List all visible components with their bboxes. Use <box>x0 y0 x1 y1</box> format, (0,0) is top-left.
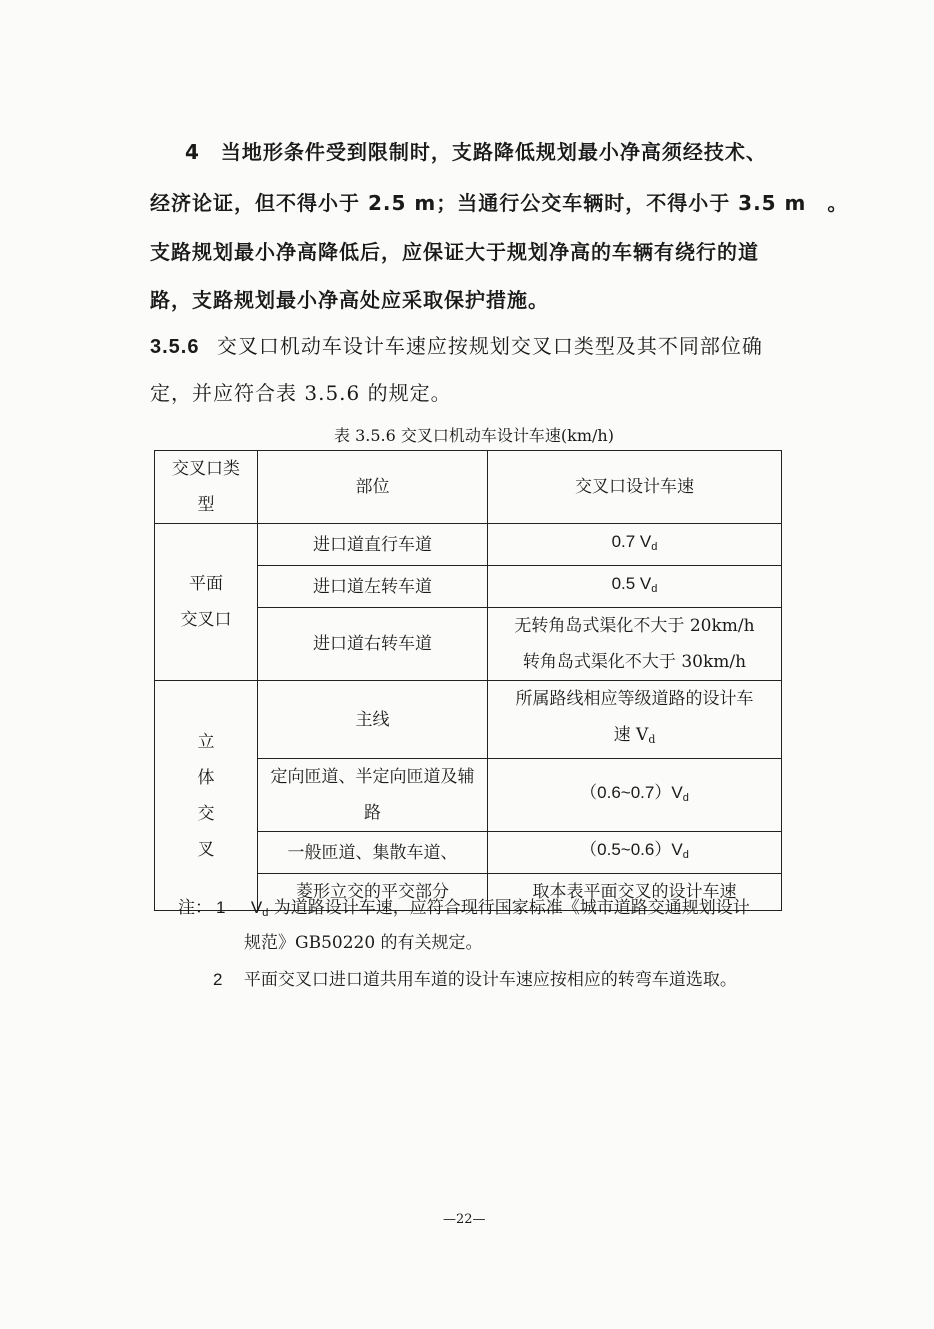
table-cell: $(0.5\sim 0.6)V_d$ <box>488 832 782 874</box>
table-cell: 一般匝道、集散车道、 <box>258 832 488 874</box>
table-caption: 表 3.5.6 交叉口机动车设计车速(km/h) <box>334 426 614 445</box>
table-cell: 进口道直行车道 <box>258 524 488 566</box>
clause-3-5-6-line-2: 定，并应符合表 3.5.6 的规定。 <box>150 381 452 405</box>
table-row <box>155 524 782 566</box>
clause-4-line-2: 经济论证，但不得小于 2.5 m；当通行公交车辆时，不得小于 3.5 m 。 <box>150 191 849 215</box>
note-1-number: 1 <box>216 898 226 917</box>
page-number: —22— <box>443 1212 486 1227</box>
note-1-line-1: 注： 1 $V_d$ 为道路设计车速，应符合现行国家标准《城市道路交通规划设计 <box>178 898 750 919</box>
group-at-grade-intersection: 平面 交叉口 <box>155 524 258 681</box>
note-prefix: 注： <box>178 898 212 918</box>
header-intersection-type: 交叉口类 型 <box>155 451 258 524</box>
table-cell: 0.5 $V_d$ <box>488 566 782 608</box>
note-2-number: 2 <box>213 970 223 989</box>
clause-3-5-6-text: 交叉口机动车设计车速应按规划交叉口类型及其不同部位确 <box>216 334 763 358</box>
group-interchange: 立 体 交 叉 <box>155 681 258 911</box>
table-cell: 0.7 $V_d$ <box>488 524 782 566</box>
clause-3-5-6-line-1 <box>150 330 763 359</box>
clause-4-line-1: 4 当地形条件受到限制时，支路降低规划最小净高须经技术、 <box>185 140 767 164</box>
note-1-line-2: 规范》GB50220 的有关规定。 <box>244 933 483 953</box>
header-design-speed: 交叉口设计车速 <box>488 451 782 524</box>
table-row <box>155 681 782 759</box>
clause-4-line-3: 支路规划最小净高降低后，应保证大于规划净高的车辆有绕行的道 <box>150 240 759 264</box>
table-cell: 无转角岛式渠化不大于 20km/h 转角岛式渠化不大于 30km/h <box>488 608 782 681</box>
table-cell: 进口道右转车道 <box>258 608 488 681</box>
note-2: 2 平面交叉口进口道共用车道的设计车速应按相应的转弯车道选取。 <box>213 970 737 990</box>
design-speed-table <box>154 450 782 911</box>
table-cell: $(0.6\sim 0.7)V_d$ <box>488 759 782 832</box>
clause-4-line-4: 路，支路规划最小净高处应采取保护措施。 <box>150 288 549 312</box>
header-location: 部位 <box>258 451 488 524</box>
table-cell: 所属路线相应等级道路的设计车 速 $V_d$ <box>488 681 782 759</box>
table-header-row <box>155 451 782 524</box>
table-cell: 进口道左转车道 <box>258 566 488 608</box>
table-cell: 取本表平面交叉的设计车速 <box>488 874 782 911</box>
table-cell: 定向匝道、半定向匝道及辅 路 <box>258 759 488 832</box>
table-cell: 菱形立交的平交部分 <box>258 874 488 911</box>
table-cell: 主线 <box>258 681 488 759</box>
clause-number: 3.5.6 <box>150 336 200 358</box>
